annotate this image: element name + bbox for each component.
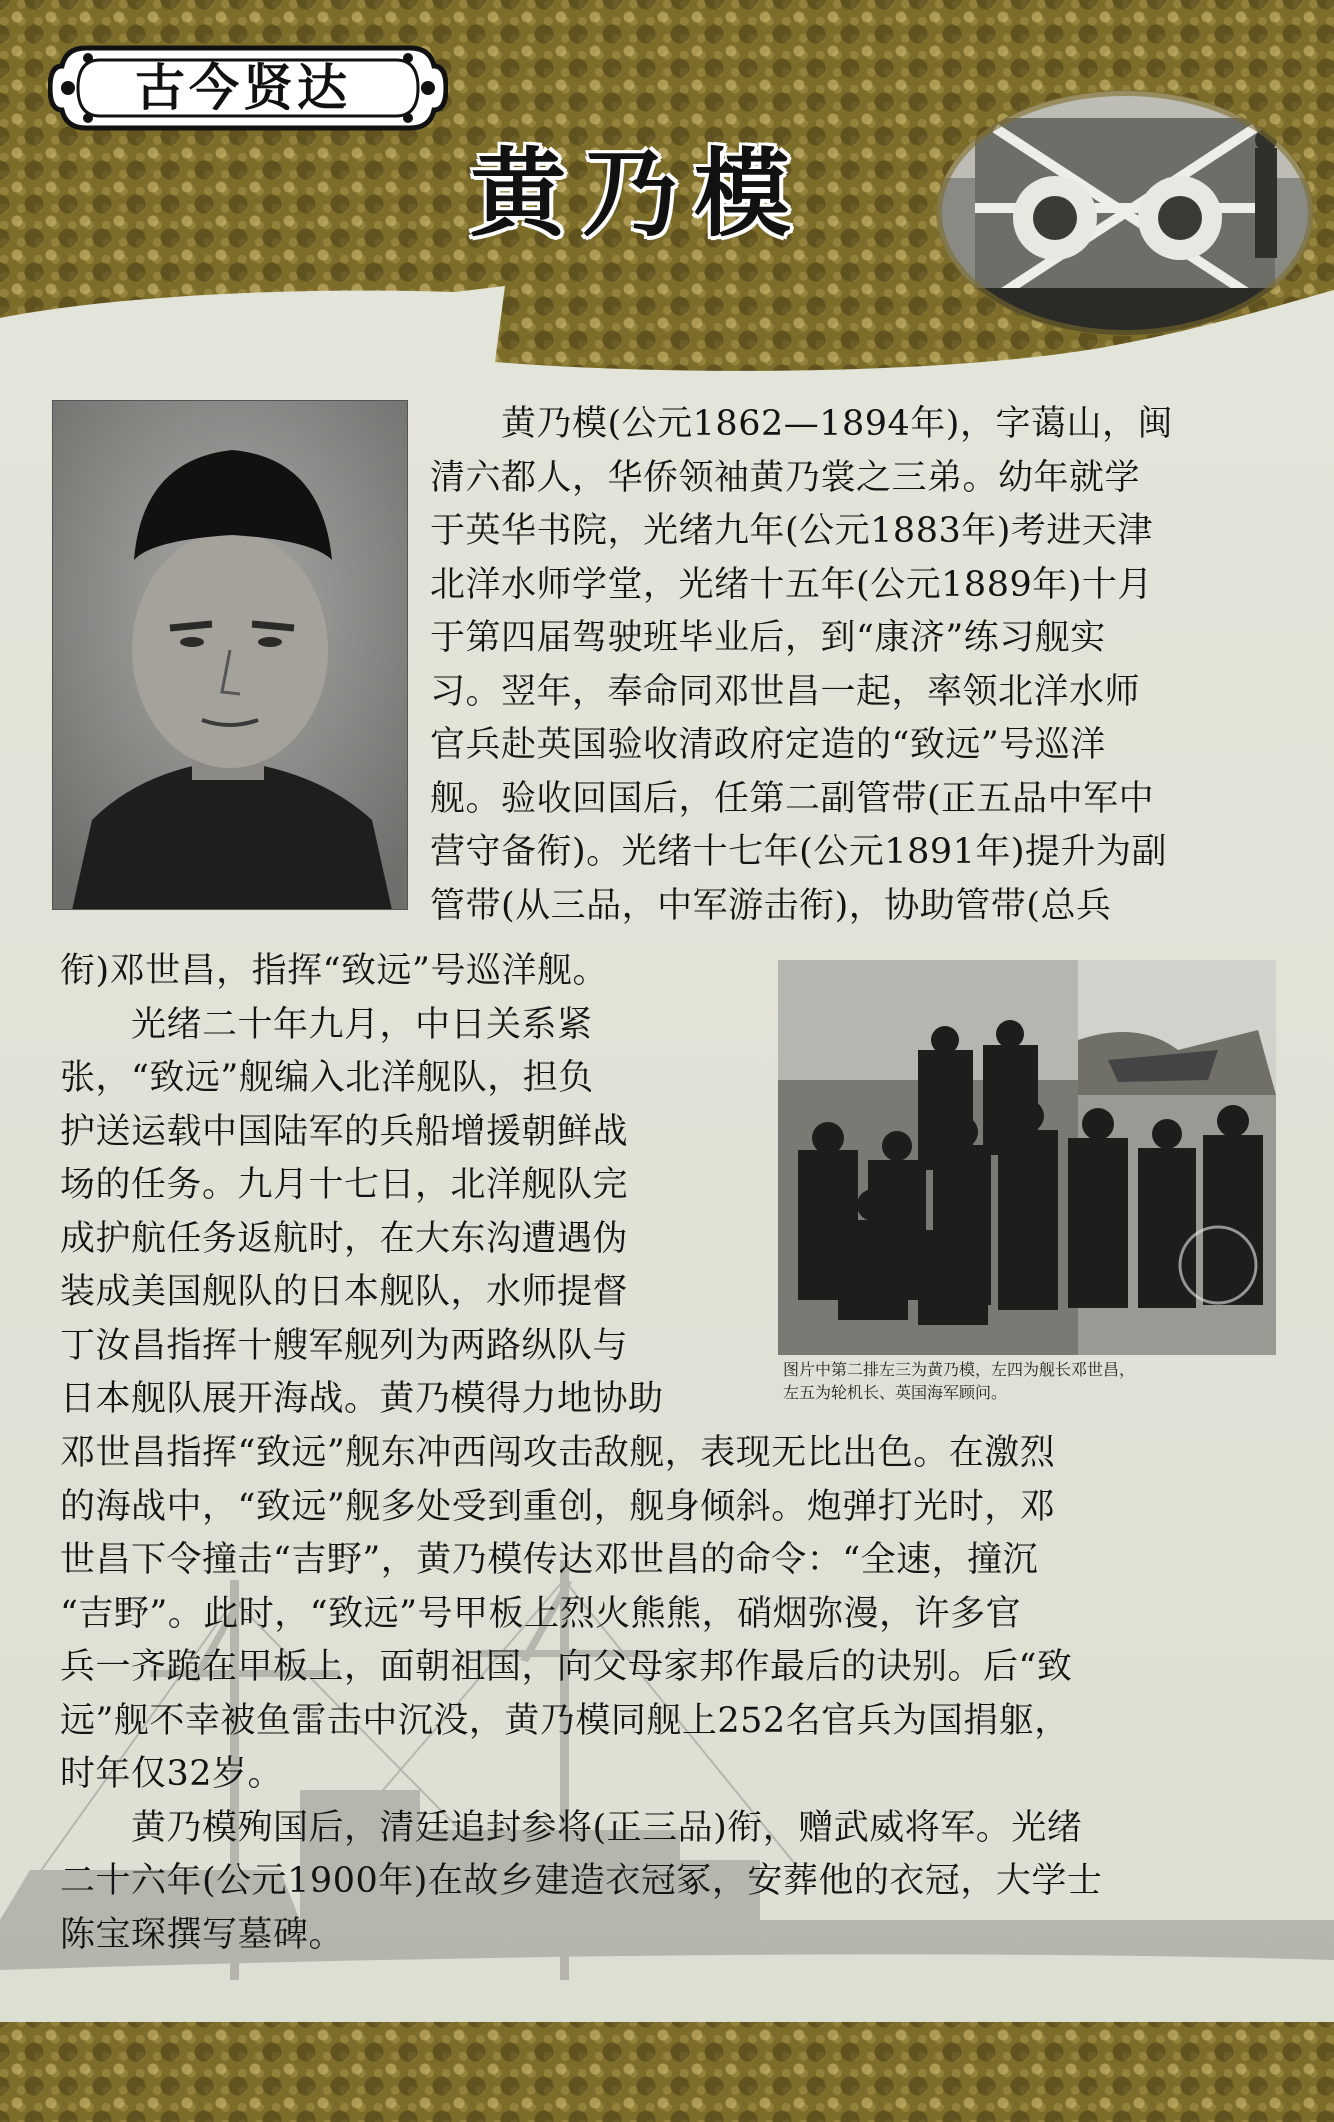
- text-line: 光绪二十年九月，中日关系紧: [60, 1004, 593, 1045]
- text-line: 清六都人，华侨领袖黄乃裳之三弟。幼年就学: [430, 457, 1141, 498]
- text-line: 成护航任务返航时，在大东沟遭遇伪: [60, 1218, 629, 1259]
- text-line: 护送运载中国陆军的兵船增援朝鲜战: [60, 1111, 629, 1152]
- article-text-beside-portrait: [430, 398, 1173, 933]
- text-line: 营守备衔)。光绪十七年(公元1891年)提升为副: [430, 832, 1168, 872]
- text-line: 张，“致远”舰编入北洋舰队，担负: [60, 1058, 594, 1098]
- text-line: 黄乃模(公元1862—1894年)，字蔼山，闽: [430, 404, 1173, 444]
- text-line: 世昌下令撞击“吉野”，黄乃模传达邓世昌的命令：“全速，撞沉: [60, 1540, 1039, 1580]
- naval-guns-photo: [935, 88, 1315, 338]
- text-line: 于第四届驾驶班毕业后，到“康济”练习舰实: [430, 618, 1106, 658]
- text-line: 舰。验收回国后，任第二副管带(正五品中军中: [430, 778, 1155, 819]
- crew-group-photo: [778, 960, 1276, 1355]
- text-line: 衔)邓世昌，指挥“致远”号巡洋舰。: [60, 951, 608, 991]
- page-title: 黄乃模: [470, 137, 806, 250]
- text-line: 习。翌年，奉命同邓世昌一起，率领北洋水师: [430, 671, 1141, 712]
- crew-photo-caption: [783, 1358, 1283, 1404]
- text-line: 邓世昌指挥“致远”舰东冲西闯攻击敌舰，表现无比出色。在激烈: [60, 1433, 1056, 1473]
- portrait-photo: [52, 400, 408, 910]
- text-line: “吉野”。此时，“致远”号甲板上烈火熊熊，硝烟弥漫，许多官: [60, 1593, 1022, 1634]
- caption-line: 图片中第二排左三为黄乃模，左四为舰长邓世昌，: [783, 1360, 1136, 1379]
- article-text-beside-crew: [60, 945, 664, 1427]
- article-text-full-width: [60, 1427, 1102, 1962]
- section-badge-label: 古今贤达: [135, 58, 351, 117]
- text-line: 二十六年(公元1900年)在故乡建造衣冠冢，安葬他的衣冠，大学士: [60, 1861, 1103, 1901]
- text-line: 远”舰不幸被鱼雷击中沉没，黄乃模同舰上252名官兵为国捐躯，: [60, 1700, 1070, 1741]
- text-line: 丁汝昌指挥十艘军舰列为两路纵队与: [60, 1325, 629, 1366]
- text-line: 的海战中，“致远”舰多处受到重创，舰身倾斜。炮弹打光时，邓: [60, 1486, 1056, 1527]
- caption-line: 左五为轮机长、英国海军顾问。: [783, 1383, 1008, 1402]
- text-line: 日本舰队展开海战。黄乃模得力地协助: [60, 1379, 664, 1419]
- text-line: 黄乃模殉国后，清廷追封参将(正三品)衔，赠武威将军。光绪: [60, 1807, 1083, 1848]
- text-line: 官兵赴英国验收清政府定造的“致远”号巡洋: [430, 725, 1106, 765]
- text-line: 装成美国舰队的日本舰队，水师提督: [60, 1272, 629, 1312]
- text-line: 兵一齐跪在甲板上，面朝祖国，向父母家邦作最后的诀别。后“致: [60, 1647, 1073, 1687]
- text-line: 管带(从三品，中军游击衔)，协助管带(总兵: [430, 885, 1112, 926]
- text-line: 时年仅32岁。: [60, 1754, 284, 1794]
- text-line: 场的任务。九月十七日，北洋舰队完: [60, 1165, 629, 1205]
- text-line: 北洋水师学堂，光绪十五年(公元1889年)十月: [430, 564, 1153, 605]
- text-line: 于英华书院，光绪九年(公元1883年)考进天津: [430, 511, 1153, 551]
- text-line: 陈宝琛撰写墓碑。: [60, 1914, 345, 1955]
